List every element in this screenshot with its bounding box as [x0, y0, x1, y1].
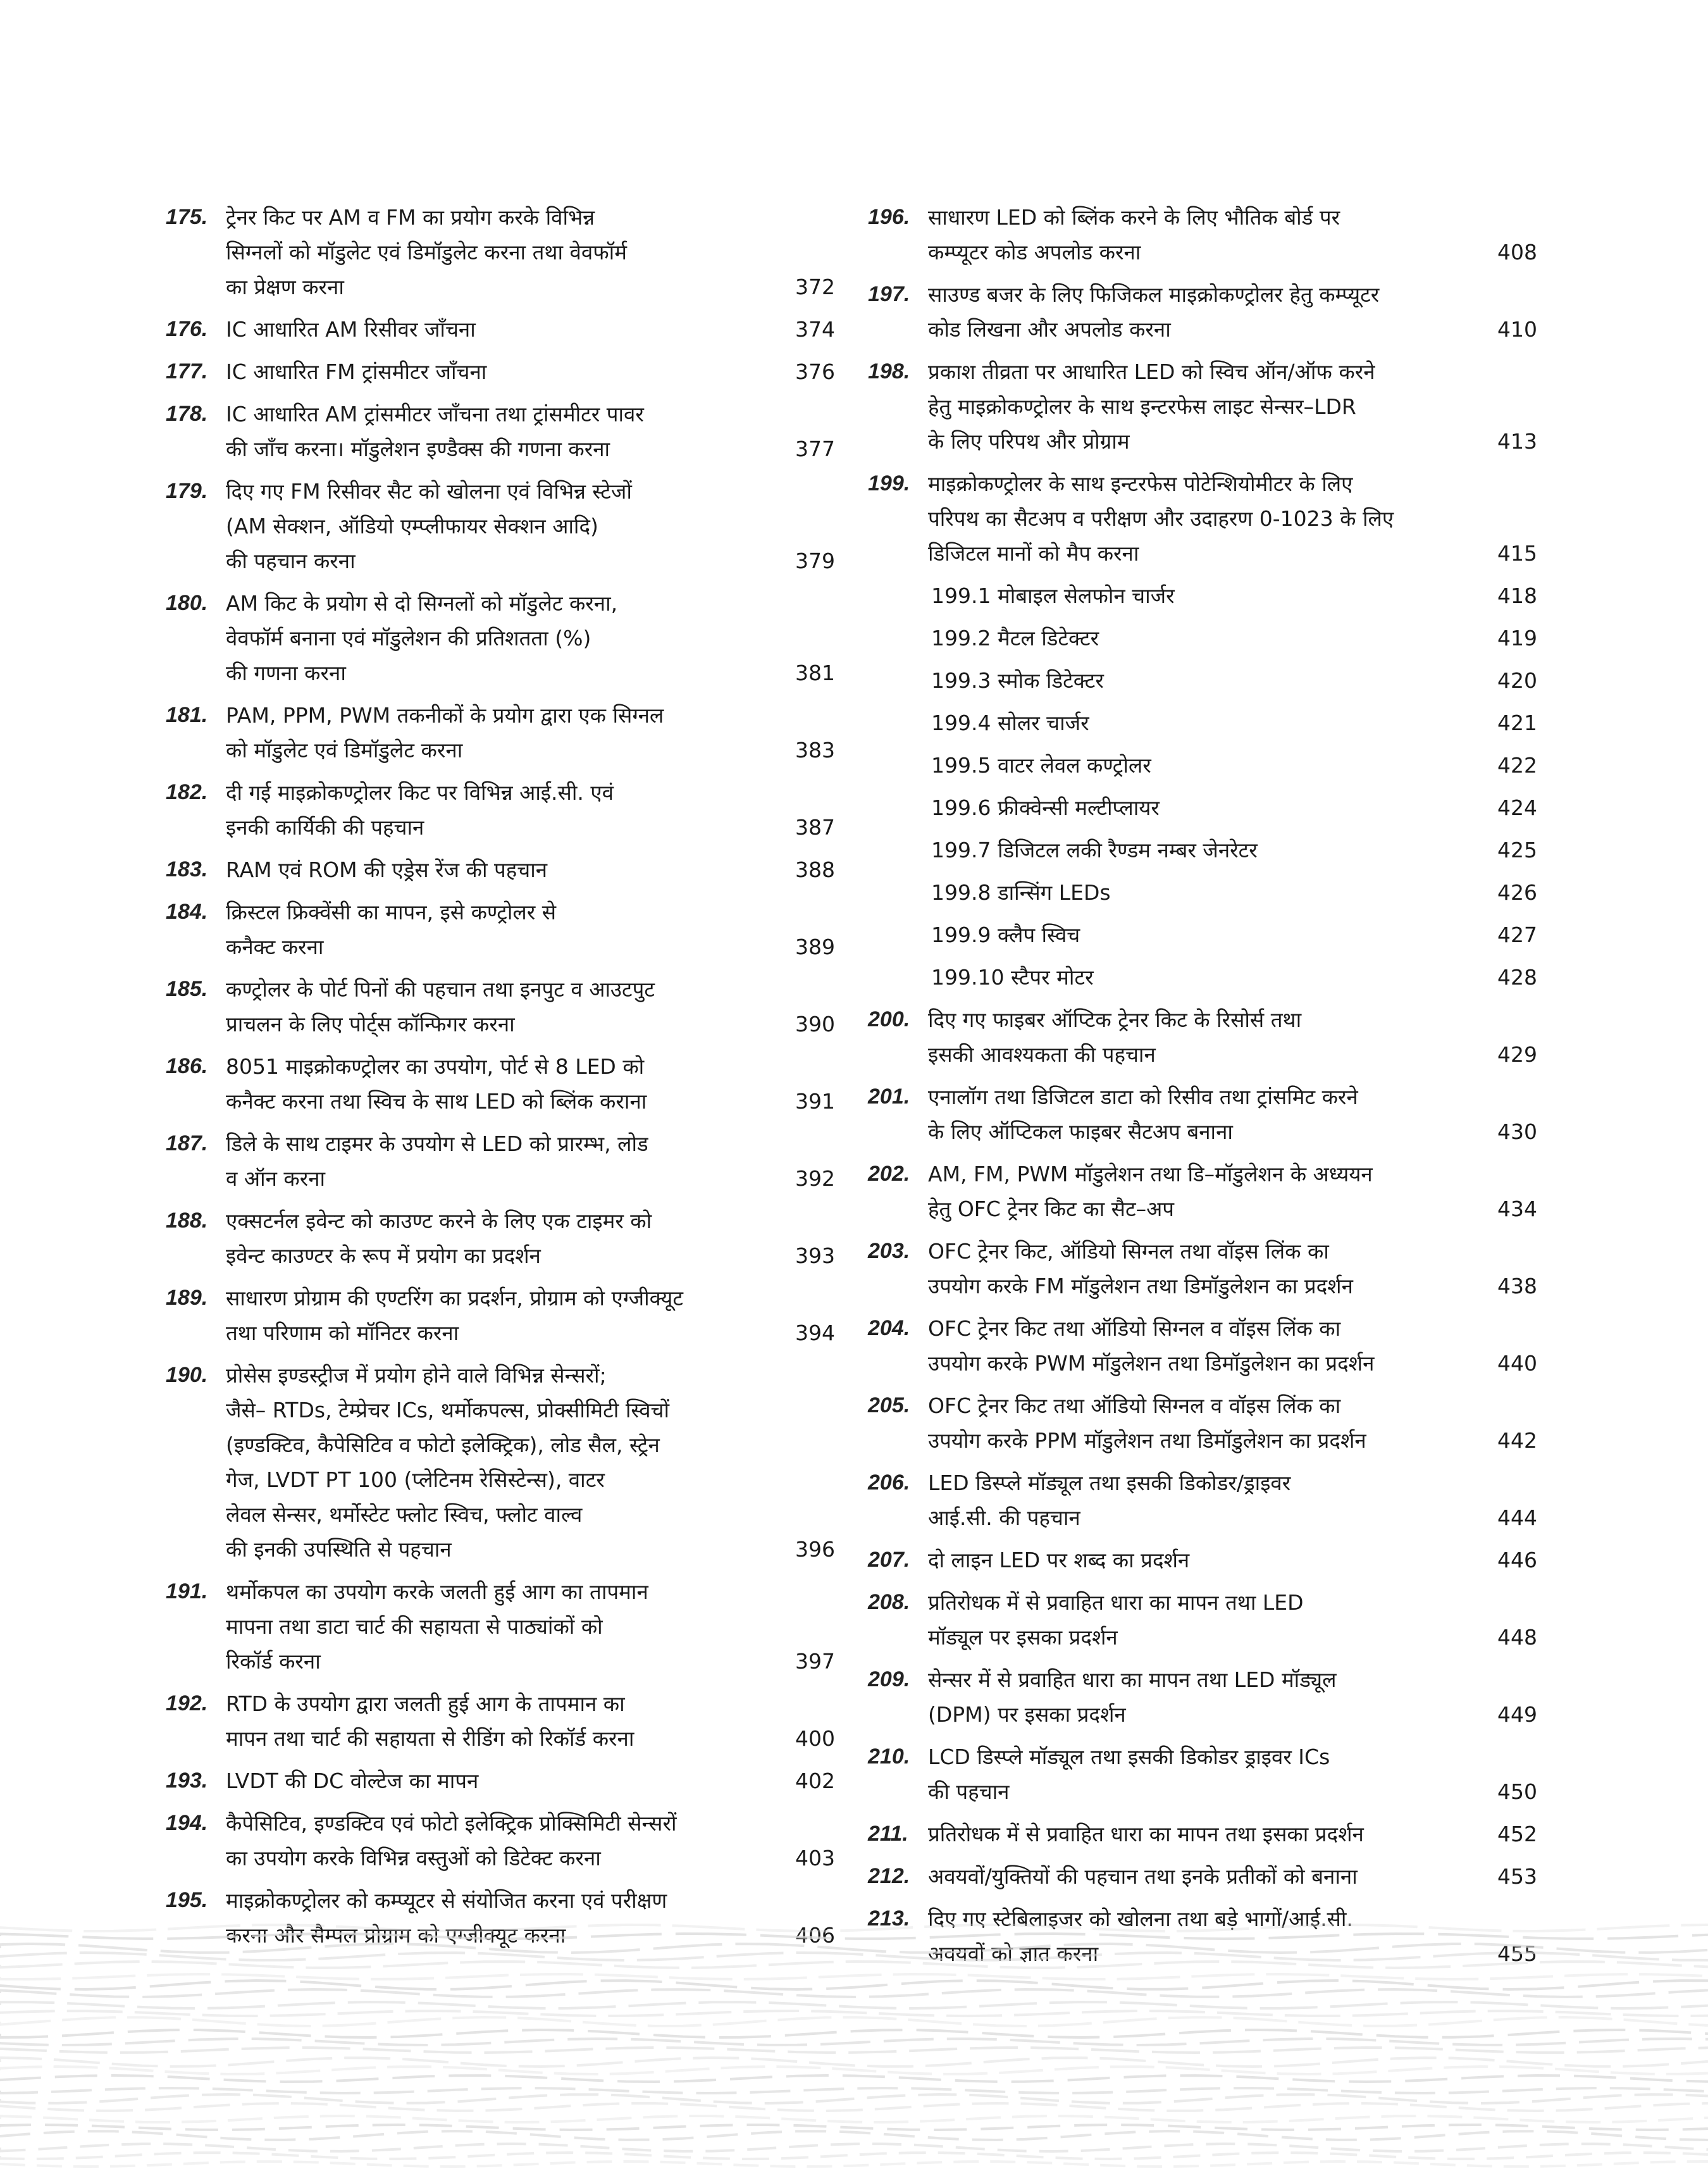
entry-title: 199.1 मोबाइल सेलफोन चार्जर	[931, 583, 1175, 608]
toc-subentry	[868, 578, 1537, 613]
entry-page-number: 428	[1497, 965, 1537, 990]
toc-subentry	[868, 748, 1537, 783]
toc-subentry	[868, 917, 1537, 952]
wave-line	[0, 2103, 1708, 2111]
entry-number: 197.	[868, 282, 910, 306]
wave-line	[0, 1981, 1708, 1989]
entry-title: OFC ट्रेनर किट, ऑडियो सिग्नल तथा वॉइस लिंक का उपयोग करके FM मॉडुलेशन तथा डिमॉडुलेशन का प्रदर्शन	[928, 1239, 1353, 1298]
toc-entry	[868, 354, 1537, 459]
toc-entry	[166, 1203, 835, 1273]
entry-page-number: 372	[795, 275, 835, 299]
toc-subentry	[868, 663, 1537, 698]
toc-subentry	[868, 706, 1537, 740]
toc-entry	[868, 1465, 1537, 1535]
entry-title: OFC ट्रेनर किट तथा ऑडियो सिग्नल व वॉइस लिंक का उपयोग करके PPM मॉडुलेशन तथा डिमॉडुलेशन का प्रदर्शन	[928, 1393, 1366, 1453]
entry-title: माइक्रोकण्ट्रोलर के साथ इन्टरफेस पोटेन्शियोमीटर के लिए परिपथ का सैटअप व परीक्षण और उदाहरण 0-1023 के लिए डिजिटल मानों को मैप करना	[928, 471, 1394, 566]
toc-entry	[868, 1662, 1537, 1732]
entry-page-number: 413	[1497, 429, 1537, 454]
entry-number: 183.	[166, 857, 208, 881]
entry-number: 207.	[868, 1548, 910, 1572]
entry-number: 178.	[166, 402, 208, 426]
toc-subentry	[868, 960, 1537, 995]
wave-line	[0, 1974, 1708, 1979]
entry-title: साधारण प्रोग्राम की एण्टरिंग का प्रदर्शन, प्रोग्राम को एग्जीक्यूट तथा परिणाम को मॉनिटर करना	[226, 1286, 684, 1345]
entry-number: 189.	[166, 1286, 208, 1310]
entry-page-number: 424	[1497, 795, 1537, 820]
toc-entry	[166, 312, 835, 347]
entry-number: 211.	[868, 1822, 908, 1846]
entry-page-number: 377	[795, 437, 835, 461]
wave-line	[0, 1962, 1708, 1968]
entry-page-number: 388	[795, 857, 835, 882]
entry-page-number: 390	[795, 1012, 835, 1036]
entry-page-number: 415	[1497, 541, 1537, 566]
entry-page-number: 420	[1497, 668, 1537, 693]
toc-entry	[166, 698, 835, 768]
entry-number: 184.	[166, 900, 208, 924]
entry-title: PAM, PPM, PWM तकनीकों के प्रयोग द्वारा एक सिग्नल को मॉडुलेट एवं डिमॉडुलेट करना	[226, 703, 664, 762]
contents-right-column	[868, 200, 1537, 1979]
wave-line	[0, 2002, 1708, 2008]
toc-entry	[166, 354, 835, 389]
entry-number: 191.	[166, 1579, 208, 1603]
toc-entry	[868, 200, 1537, 270]
entry-number: 181.	[166, 703, 208, 727]
entry-number: 186.	[166, 1054, 208, 1078]
entry-page-number: 376	[795, 359, 835, 384]
toc-subentry	[868, 790, 1537, 825]
entry-title: AM, FM, PWM मॉडुलेशन तथा डि–मॉडुलेशन के अध्ययन हेतु OFC ट्रेनर किट का सैट–अप	[928, 1162, 1373, 1221]
entry-page-number: 389	[795, 935, 835, 959]
entry-title: कैपेसिटिव, इण्डक्टिव एवं फोटो इलेक्ट्रिक प्रोक्सिमिटी सेन्सरों का उपयोग करके विभिन्न वस्तुओं को डिटेक्ट करना	[226, 1811, 677, 1870]
entry-page-number: 393	[795, 1243, 835, 1268]
wave-line	[0, 2058, 1708, 2067]
wave-line	[0, 2088, 1708, 2093]
toc-entry	[166, 972, 835, 1042]
entry-title: दिए गए फाइबर ऑप्टिक ट्रेनर किट के रिसोर्स तथा इसकी आवश्यकता की पहचान	[928, 1007, 1302, 1067]
entry-page-number: 438	[1497, 1274, 1537, 1298]
entry-page-number: 429	[1497, 1042, 1537, 1067]
entry-title: 8051 माइक्रोकण्ट्रोलर का उपयोग, पोर्ट से 8 LED को कनैक्ट करना तथा स्विच के साथ LED को ब्लिंक कराना	[226, 1054, 647, 1114]
toc-entry	[166, 895, 835, 964]
entry-title: IC आधारित AM रिसीवर जाँचना	[226, 317, 476, 342]
entry-title: अवयवों/युक्तियों की पहचान तथा इनके प्रतीकों को बनाना	[928, 1864, 1358, 1889]
wave-line	[0, 1989, 1708, 1997]
entry-number: 208.	[868, 1590, 910, 1614]
entry-title: माइक्रोकण्ट्रोलर को कम्प्यूटर से संयोजित करना एवं परीक्षण करना और सैम्पल प्रोग्राम को एग्जीक्यूट करना	[226, 1888, 667, 1948]
entry-title: 199.8 डान्सिंग LEDs	[931, 880, 1111, 905]
entry-title: ट्रेनर किट पर AM व FM का प्रयोग करके विभिन्न सिग्नलों को मॉडुलेट एवं डिमॉडुलेट करना तथा वेवफॉर्म का प्रेक्षण करना	[226, 205, 627, 299]
wave-line	[0, 2039, 1708, 2045]
entry-title: दो लाइन LED पर शब्द का प्रदर्शन	[928, 1548, 1190, 1572]
entry-page-number: 387	[795, 815, 835, 840]
entry-title: AM किट के प्रयोग से दो सिग्नलों को मॉडुलेट करना, वेवफॉर्म बनाना एवं मॉडुलेशन की प्रतिशतता (%) की गणना करना	[226, 591, 618, 685]
entry-number: 187.	[166, 1131, 208, 1155]
wave-line	[0, 2075, 1708, 2082]
entry-page-number: 452	[1497, 1822, 1537, 1846]
entry-page-number: 379	[795, 549, 835, 573]
toc-entry	[166, 397, 835, 466]
entry-title: LVDT की DC वोल्टेज का मापन	[226, 1769, 479, 1793]
entry-number: 177.	[166, 359, 208, 383]
entry-title: क्रिस्टल फ्रिक्वेंसी का मापन, इसे कण्ट्रोलर से कनैक्ट करना	[226, 900, 557, 959]
entry-number: 203.	[868, 1239, 910, 1263]
entry-title: साधारण LED को ब्लिंक करने के लिए भौतिक बोर्ड पर कम्प्यूटर कोड अपलोड करना	[928, 205, 1340, 264]
entry-title: 199.5 वाटर लेवल कण्ट्रोलर	[931, 753, 1151, 778]
toc-entry	[868, 466, 1537, 571]
entry-number: 202.	[868, 1162, 910, 1186]
entry-title: एनालॉग तथा डिजिटल डाटा को रिसीव तथा ट्रांसमिट करने के लिए ऑप्टिकल फाइबर सैटअप बनाना	[928, 1085, 1358, 1144]
entry-page-number: 426	[1497, 880, 1537, 905]
toc-entry	[166, 1358, 835, 1567]
entry-number: 199.	[868, 471, 910, 495]
entry-page-number: 403	[795, 1846, 835, 1870]
entry-title: साउण्ड बजर के लिए फिजिकल माइक्रोकण्ट्रोलर हेतु कम्प्यूटर कोड लिखना और अपलोड करना	[928, 282, 1380, 342]
toc-entry	[868, 1157, 1537, 1226]
entry-page-number: 402	[795, 1769, 835, 1793]
entry-number: 205.	[868, 1393, 910, 1417]
entry-title: RAM एवं ROM की एड्रेस रेंज की पहचान	[226, 857, 548, 882]
entry-title: LED डिस्प्ले मॉड्यूल तथा इसकी डिकोडर/ड्राइवर आई.सी. की पहचान	[928, 1471, 1291, 1530]
entry-page-number: 383	[795, 738, 835, 762]
decorative-wave-pattern	[0, 1867, 1708, 2183]
entry-page-number: 394	[795, 1321, 835, 1345]
entry-title: 199.9 क्लैप स्विच	[931, 923, 1080, 947]
entry-page-number: 381	[795, 661, 835, 685]
entry-page-number: 374	[795, 317, 835, 342]
toc-entry	[868, 1311, 1537, 1381]
entry-number: 193.	[166, 1769, 208, 1793]
entry-page-number: 408	[1497, 240, 1537, 264]
entry-page-number: 422	[1497, 753, 1537, 778]
entry-title: प्रतिरोधक में से प्रवाहित धारा का मापन तथा इसका प्रदर्शन	[928, 1822, 1364, 1846]
entry-number: 210.	[868, 1745, 910, 1769]
wave-line	[0, 2011, 1708, 2016]
toc-entry	[868, 1002, 1537, 1072]
toc-entry	[166, 586, 835, 690]
entry-title: दिए गए स्टेबिलाइजर को खोलना तथा बड़े भागों/आई.सी. अवयवों को ज्ञात करना	[928, 1906, 1353, 1966]
entry-title: RTD के उपयोग द्वारा जलती हुई आग के तापमान का मापन तथा चार्ट की सहायता से रीडिंग को रिकॉर्ड करना	[226, 1691, 634, 1751]
wave-line	[0, 1925, 1708, 1931]
entry-number: 195.	[166, 1888, 208, 1912]
entry-number: 209.	[868, 1667, 910, 1691]
toc-entry	[166, 852, 835, 887]
wave-line	[0, 2125, 1708, 2130]
wave-line	[0, 2153, 1708, 2159]
wave-line	[0, 2017, 1708, 2026]
entry-page-number: 442	[1497, 1428, 1537, 1453]
entry-number: 175.	[166, 205, 208, 229]
entry-number: 176.	[166, 317, 208, 341]
entry-title: 199.2 मैटल डिटेक्टर	[931, 626, 1099, 650]
wave-line	[0, 2048, 1708, 2053]
entry-number: 200.	[868, 1007, 910, 1031]
entry-page-number: 450	[1497, 1779, 1537, 1804]
contents-left-column	[166, 200, 835, 1960]
wave-line	[0, 2161, 1708, 2167]
wave-line	[0, 1944, 1708, 1953]
toc-entry	[166, 1806, 835, 1875]
entry-number: 179.	[166, 479, 208, 503]
toc-entry	[868, 1739, 1537, 1809]
entry-page-number: 448	[1497, 1625, 1537, 1650]
entry-number: 212.	[868, 1864, 910, 1888]
toc-entry	[166, 1126, 835, 1196]
entry-page-number: 453	[1497, 1864, 1537, 1889]
entry-title: एक्सटर्नल इवेन्ट को काउण्ट करने के लिए एक टाइमर को इवेन्ट काउण्टर के रूप में प्रयोग का प्रदर्शन	[226, 1209, 652, 1268]
entry-number: 192.	[166, 1691, 208, 1715]
toc-entry	[868, 1388, 1537, 1458]
toc-entry	[166, 1574, 835, 1679]
toc-entry	[166, 775, 835, 845]
toc-entry	[166, 1763, 835, 1798]
toc-entry	[868, 1079, 1537, 1149]
entry-title: OFC ट्रेनर किट तथा ऑडियो सिग्नल व वॉइस लिंक का उपयोग करके PWM मॉडुलेशन तथा डिमॉडुलेशन का प्रदर्शन	[928, 1316, 1375, 1376]
toc-entry	[868, 277, 1537, 347]
entry-page-number: 455	[1497, 1941, 1537, 1966]
entry-title: 199.6 फ्रीक्वेन्सी मल्टीप्लायर	[931, 795, 1160, 820]
entry-number: 204.	[868, 1316, 910, 1340]
entry-page-number: 410	[1497, 317, 1537, 342]
wave-line	[0, 2067, 1708, 2074]
entry-title: डिले के साथ टाइमर के उपयोग से LED को प्रारम्भ, लोड व ऑन करना	[226, 1131, 648, 1191]
wave-line	[0, 1934, 1708, 1939]
entry-title: दी गई माइक्रोकण्ट्रोलर किट पर विभिन्न आई.सी. एवं इनकी कार्यिकी की पहचान	[226, 780, 614, 840]
toc-subentry	[868, 875, 1537, 910]
entry-page-number: 400	[795, 1726, 835, 1751]
entry-number: 213.	[868, 1906, 910, 1931]
toc-entry	[868, 1585, 1537, 1655]
entry-title: IC आधारित AM ट्रांसमीटर जाँचना तथा ट्रांसमीटर पावर की जाँच करना। मॉडुलेशन इण्डैक्स की गणना करना	[226, 402, 644, 461]
entry-page-number: 419	[1497, 626, 1537, 650]
entry-page-number: 446	[1497, 1548, 1537, 1572]
entry-title: 199.3 स्मोक डिटेक्टर	[931, 668, 1104, 693]
wave-line	[0, 2030, 1708, 2037]
entry-title: 199.4 सोलर चार्जर	[931, 711, 1089, 735]
entry-number: 198.	[868, 359, 910, 383]
entry-number: 201.	[868, 1085, 910, 1109]
entry-page-number: 418	[1497, 583, 1537, 608]
entry-page-number: 396	[795, 1537, 835, 1562]
toc-entry	[166, 1049, 835, 1119]
toc-entry	[166, 474, 835, 578]
entry-number: 182.	[166, 780, 208, 804]
entry-title: थर्मोकपल का उपयोग करके जलती हुई आग का तापमान मापना तथा डाटा चार्ट की सहायता से पाठ्यांकों को रिकॉर्ड करना	[226, 1579, 648, 1674]
wave-line	[0, 2094, 1708, 2103]
toc-entry	[166, 1281, 835, 1350]
entry-page-number: 391	[795, 1089, 835, 1114]
entry-title: दिए गए FM रिसीवर सैट को खोलना एवं विभिन्न स्टेजों (AM सेक्शन, ऑडियो एम्प्लीफायर सेक्शन आदि) की पहचान करना	[226, 479, 632, 573]
entry-title: कण्ट्रोलर के पोर्ट पिनों की पहचान तथा इनपुट व आउटपुट प्राचलन के लिए पोर्ट्स कॉन्फिगर करना	[226, 977, 655, 1036]
entry-title: सेन्सर में से प्रवाहित धारा का मापन तथा LED मॉड्यूल (DPM) पर इसका प्रदर्शन	[928, 1667, 1337, 1727]
entry-number: 190.	[166, 1363, 208, 1387]
wave-line	[0, 2116, 1708, 2122]
entry-page-number: 392	[795, 1166, 835, 1191]
toc-subentry	[868, 621, 1537, 656]
wave-line	[0, 2144, 1708, 2151]
entry-title: प्रतिरोधक में से प्रवाहित धारा का मापन तथा LED मॉड्यूल पर इसका प्रदर्शन	[928, 1590, 1304, 1650]
toc-entry	[868, 1234, 1537, 1303]
entry-page-number: 406	[795, 1923, 835, 1948]
entry-page-number: 397	[795, 1649, 835, 1674]
entry-number: 194.	[166, 1811, 208, 1835]
entry-number: 188.	[166, 1209, 208, 1233]
toc-subentry	[868, 833, 1537, 868]
wave-line	[0, 2131, 1708, 2140]
entry-number: 180.	[166, 591, 208, 615]
entry-number: 206.	[868, 1471, 910, 1495]
wave-line	[0, 1953, 1708, 1960]
entry-page-number: 430	[1497, 1119, 1537, 1144]
entry-title: प्रोसेस इण्डस्ट्रीज में प्रयोग होने वाले विभिन्न सेन्सरों; जैसे– RTDs, टेम्प्रेचर ICs, थर्मोकपल्स, प्रोक्सीमिटी स्विचों (इण्डक्टिव, कैपेसिटिव व फोटो इलेक्ट्रिक), लोड सैल, स्ट्रेन गेज, LVDT PT 100 (प्लेटिनम रेसिस्टेन्स), वाटर लेवल सेन्सर, थर्मोस्टेट फ्लोट स्विच, फ्लोट वाल्व की इनकी उपस्थिति से पहचान	[226, 1363, 670, 1562]
entry-page-number: 444	[1497, 1505, 1537, 1530]
entry-page-number: 434	[1497, 1197, 1537, 1221]
entry-page-number: 440	[1497, 1351, 1537, 1376]
entry-page-number: 421	[1497, 711, 1537, 735]
toc-entry	[166, 200, 835, 304]
entry-title: 199.7 डिजिटल लकी रैण्डम नम्बर जेनरेटर	[931, 838, 1258, 862]
entry-title: प्रकाश तीव्रता पर आधारित LED को स्विच ऑन/ऑफ करने हेतु माइक्रोकण्ट्रोलर के साथ इन्टरफेस लाइट सेन्सर–LDR के लिए परिपथ और प्रोग्राम	[928, 359, 1375, 454]
entry-title: IC आधारित FM ट्रांसमीटर जाँचना	[226, 359, 487, 384]
toc-entry	[868, 1817, 1537, 1851]
toc-entry	[166, 1686, 835, 1756]
entry-page-number: 449	[1497, 1702, 1537, 1727]
entry-page-number: 427	[1497, 923, 1537, 947]
entry-title: 199.10 स्टैपर मोटर	[931, 965, 1094, 990]
entry-number: 196.	[868, 205, 910, 229]
entry-page-number: 425	[1497, 838, 1537, 862]
toc-entry	[868, 1543, 1537, 1577]
entry-number: 185.	[166, 977, 208, 1001]
entry-title: LCD डिस्प्ले मॉड्यूल तथा इसकी डिकोडर ड्राइवर ICs की पहचान	[928, 1745, 1330, 1804]
